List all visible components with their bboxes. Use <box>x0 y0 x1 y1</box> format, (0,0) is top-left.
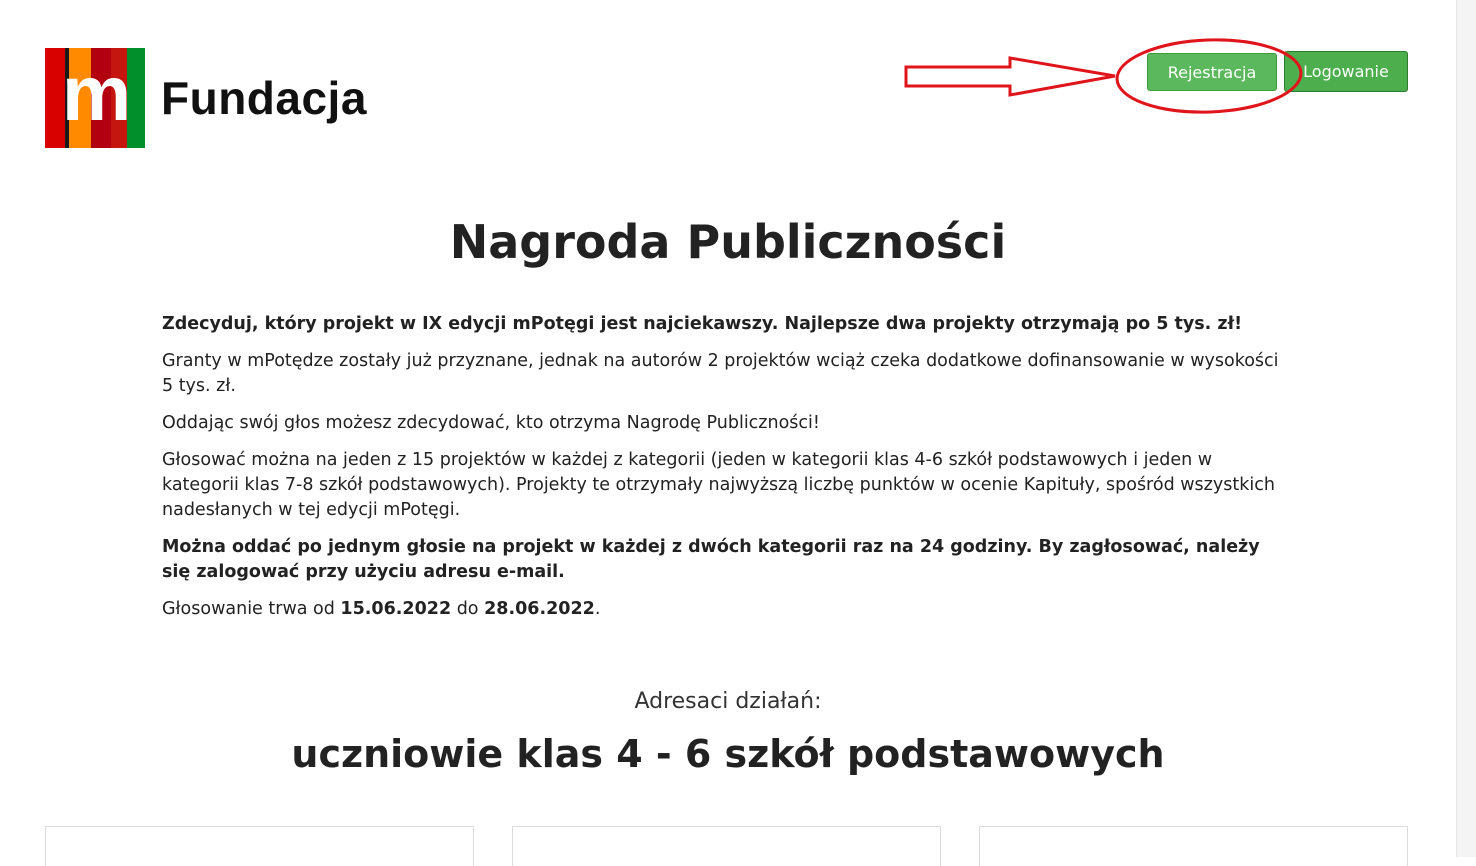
page-title: Nagroda Publiczności <box>449 215 1007 269</box>
project-card[interactable] <box>45 826 474 866</box>
intro-paragraph: Głosować można na jeden z 15 projektów w każdej z kategorii (jeden w kategorii klas 4-6 szkół podstawowych i jeden w kategorii klas 7-8 szkół podstawowych). Projekty te otrzymały najwyższą liczbę punktów w ocenie Kapituły, spośród wszystkich nadesłanych w tej edycji mPotęgi. <box>162 450 1275 520</box>
voting-dates-suffix: . <box>594 599 601 619</box>
intro-text <box>162 312 1292 634</box>
right-page-edge <box>1456 0 1476 857</box>
category-title: uczniowie klas 4 - 6 szkół podstawowych <box>291 732 1165 776</box>
intro-paragraph: Oddając swój głos możesz zdecydować, kto otrzyma Nagrodę Publiczności! <box>162 413 820 433</box>
voting-rules-paragraph: Można oddać po jednym głosie na projekt w każdej z dwóch kategorii raz na 24 godziny. By zagłosować, należy się zalogować przy użyciu adresu e-mail. <box>162 537 1260 582</box>
logo-mark <box>45 48 145 148</box>
voting-dates-middle: do <box>451 599 485 619</box>
voting-end-date: 28.06.2022 <box>484 599 595 619</box>
project-card[interactable] <box>979 826 1408 866</box>
voting-dates-prefix: Głosowanie trwa od <box>162 599 341 619</box>
project-card[interactable] <box>512 826 941 866</box>
site-logo[interactable] <box>45 48 367 148</box>
intro-paragraph-highlight: Zdecyduj, który projekt w IX edycji mPotęgi jest najciekawszy. Najlepsze dwa projekty otrzymają po 5 tys. zł! <box>162 314 1243 334</box>
register-button[interactable]: Rejestracja <box>1147 53 1277 91</box>
voting-dates-paragraph <box>162 597 1292 622</box>
logo-text: Fundacja <box>161 72 367 124</box>
logo-m-letter: m <box>61 49 129 137</box>
audience-subtitle: Adresaci działań: <box>634 689 822 714</box>
intro-paragraph: Granty w mPotędze zostały już przyznane, jednak na autorów 2 projektów wciąż czeka dodatkowe dofinansowanie w wysokości 5 tys. zł. <box>162 351 1279 396</box>
voting-start-date: 15.06.2022 <box>340 599 452 619</box>
login-button[interactable]: Logowanie <box>1284 51 1408 92</box>
annotation-arrow <box>906 58 1115 95</box>
